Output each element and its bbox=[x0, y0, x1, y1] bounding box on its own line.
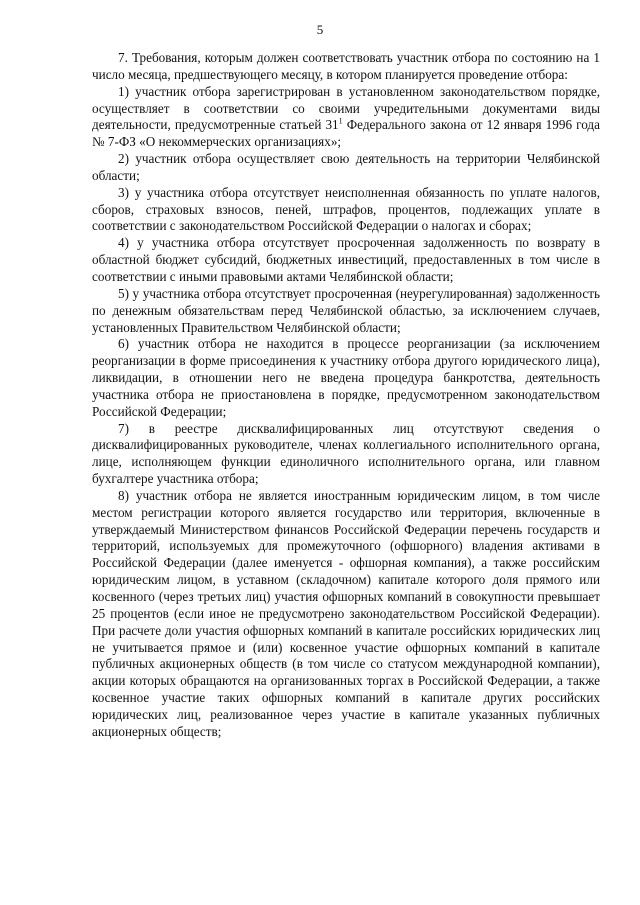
requirement-1-tail: Федерального закона от 12 января 1996 года № 7-ФЗ «О некоммерческих организациях»; bbox=[92, 117, 600, 150]
article-superscript: 1 bbox=[338, 116, 343, 126]
page-number: 5 bbox=[316, 22, 324, 37]
paragraph-requirement-2: 2) участник отбора осуществляет свою деятельность на территории Челябинской области; bbox=[92, 151, 600, 183]
paragraph-requirement-8: 8) участник отбора не является иностранным юридическим лицом, в том числе местом регистрации которого является государство или территория, включенные в утверждаемый Министерством финансов Российской Федерации перечень государств и территорий, используемых для промежуточного (офшорного) владения активами в Российской Федерации (далее именуется - офшорная компания), а также российским юридическим лицом, в уставном (складочном) капитале которого доля прямого или косвенного (через третьих лиц) участия офшорных компаний в совокупности превышает 25 процентов (если иное не предусмотрено законодательством Российской Федерации). При расчете доли участия офшорных компаний в капитале российских юридических лиц не учитывается прямое и (или) косвенное участие офшорных компаний в капитале публичных акционерных обществ (в том числе со статусом международной компании), акции которых обращаются на организованных торгах в Российской Федерации, а также косвенное участие таких офшорных компаний в капитале других российских юридических лиц, реализованное через участие в капитале указанных публичных акционерных обществ; bbox=[92, 487, 600, 739]
document-body bbox=[92, 50, 600, 741]
paragraph-requirement-1 bbox=[92, 84, 600, 151]
paragraph-requirement-7: 7) в реестре дисквалифицированных лиц отсутствуют сведения о дисквалифицированных руководителе, членах коллегиального исполнительного органа, лице, исполняющем функции единоличного исполнительного органа, или главном бухгалтере участника отбора; bbox=[92, 420, 600, 487]
paragraph-requirements-intro: 7. Требования, которым должен соответствовать участник отбора по состоянию на 1 число месяца, предшествующего месяцу, в котором планируется проведение отбора: bbox=[92, 50, 600, 82]
paragraph-requirement-3: 3) у участника отбора отсутствует неисполненная обязанность по уплате налогов, сборов, страховых взносов, пеней, штрафов, процентов, подлежащих уплате в соответствии с законодательством Российской Федерации о налогах и сборах; bbox=[92, 184, 600, 234]
paragraph-requirement-6: 6) участник отбора не находится в процессе реорганизации (за исключением реорганизации в форме присоединения к участнику отбора другого юридического лица), ликвидации, в отношении него не введена процедура банкротства, деятельность участника отбора не приостановлена в порядке, предусмотренном законодательством Российской Федерации; bbox=[92, 336, 600, 419]
paragraph-requirement-4: 4) у участника отбора отсутствует просроченная задолженность по возврату в областной бюджет субсидий, бюджетных инвестиций, предоставленных в том числе в соответствии с иными правовыми актами Челябинской области; bbox=[92, 235, 600, 284]
paragraph-requirement-5: 5) у участника отбора отсутствует просроченная (неурегулированная) задолженность по денежным обязательствам перед Челябинской областью, за исключением случаев, установленных Правительством Челябинской области; bbox=[92, 285, 600, 335]
requirement-1-text: 1) участник отбора зарегистрирован в установленном законодательством порядке, осуществляет в соответствии со своими учредительными документами виды деятельности, предусмотренные статьей 31 bbox=[92, 83, 600, 133]
